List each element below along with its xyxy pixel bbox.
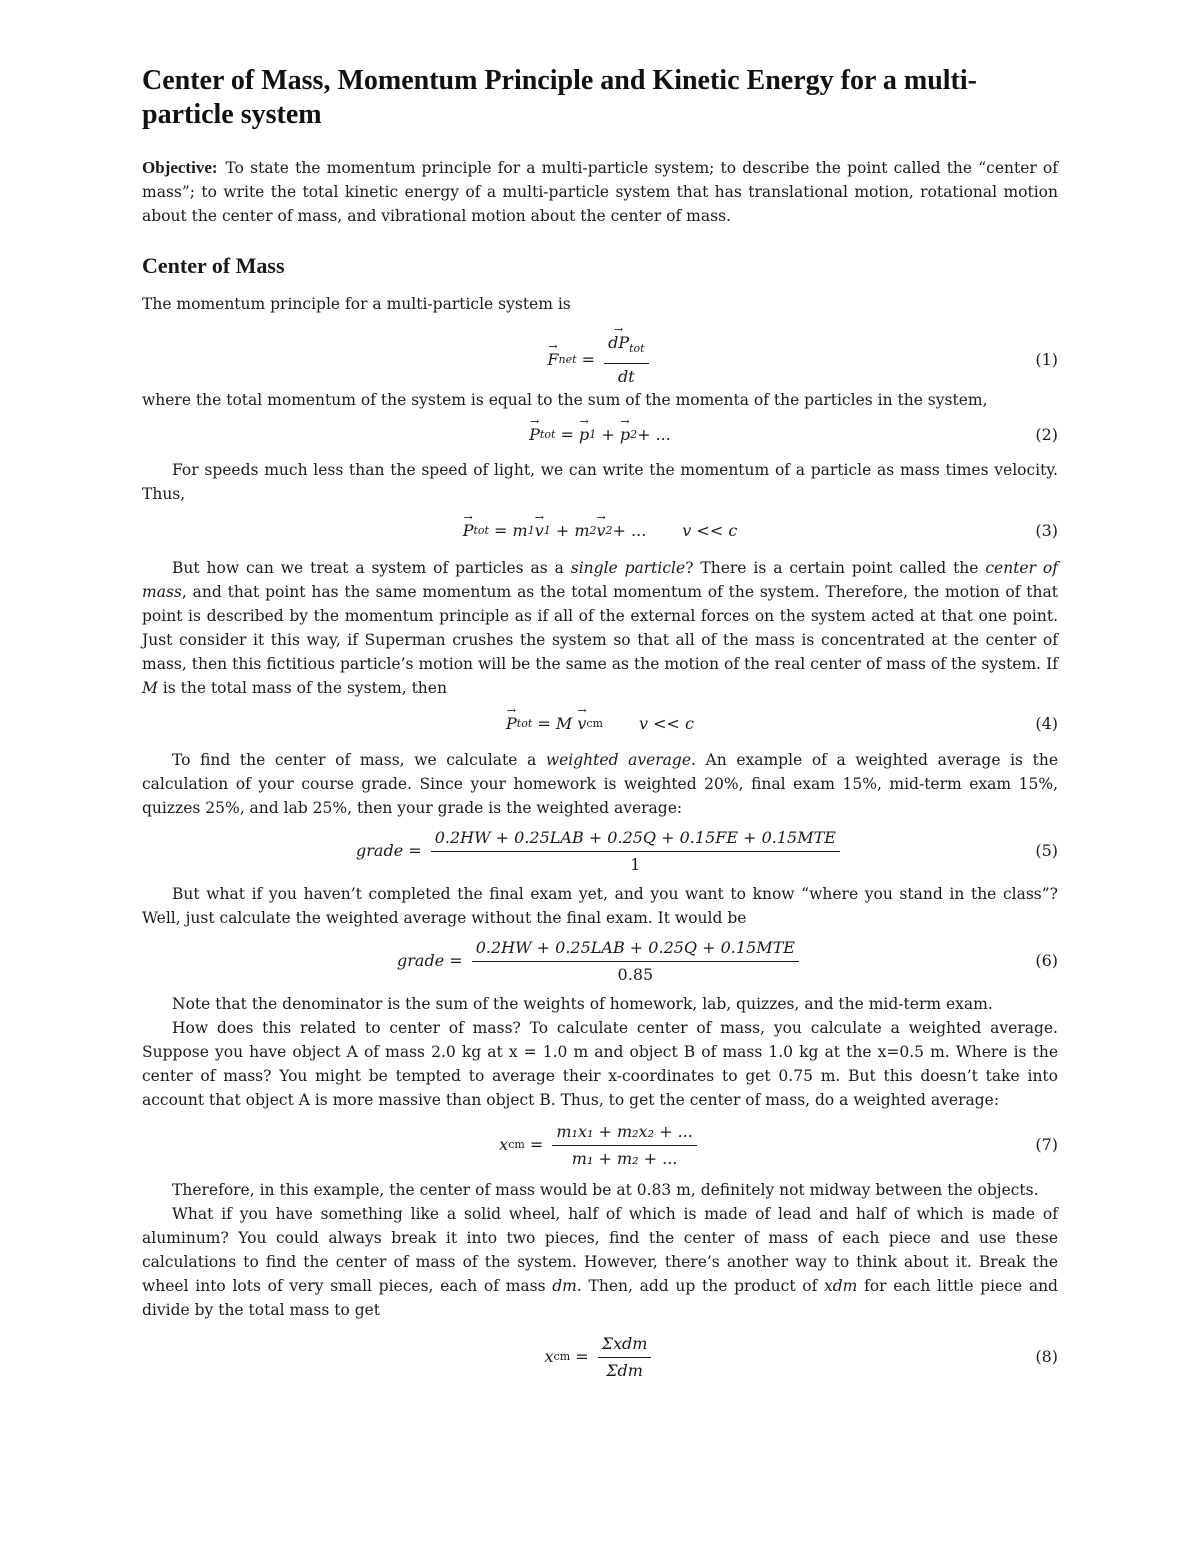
eq1-denominator: dt (618, 366, 635, 386)
p4-emphasis-single-particle: single particle (570, 559, 686, 577)
eq5-fraction (431, 827, 840, 876)
eq3-m2: m (574, 521, 590, 540)
eq2-tail: + ... (637, 425, 671, 444)
eq3-condition: v << c (682, 521, 738, 540)
p5-text-a: To find the center of mass, we calculate a (172, 751, 546, 769)
paragraph-two-objects-example: How does this related to center of mass? To calculate center of mass, you calculate a weighted average. Suppose you have object A of mass 2.0 kg at x = 1.0 m and object B of mass 1.0 kg at the x=0.5 m. Where is the center of mass? You might be tempted to average their x-coordinates to get 0.75 m. But this doesn’t take into account that object A is more massive than object B. Thus, to get the center of mass, do a weighted average: (142, 1019, 1058, 1109)
eq1-lhs-sub: net (558, 353, 577, 366)
objective-label: Objective: (142, 158, 218, 177)
eq3-lhs: → P (463, 519, 474, 543)
eq2-lhs-sub: tot (539, 428, 556, 441)
eq4-mass: M (555, 714, 573, 733)
p4-text-e: , and that point has the same momentum as the total momentum of the system. Therefore, the motion of that point is described by the momentum principle as if all of the external forces on the system acted at that one point. Just consider it this way, if Superman crushes the system so that all of the mass is concentrated at the center of mass, then this fictitious particle’s motion will be the same as the motion of the real center of mass of the system. If (142, 583, 1058, 673)
eq5-lhs: grade (356, 841, 404, 860)
p10-symbol-dm: dm (552, 1277, 577, 1295)
eq8-lhs-sub: cm (553, 1350, 571, 1363)
equation-number-5: (5) (1035, 841, 1058, 860)
p4-text-g: is the total mass of the system, then (157, 679, 447, 697)
eq1-numerator-sub: tot (629, 342, 645, 356)
equation-number-2: (2) (1035, 425, 1058, 444)
eq1-fraction (604, 332, 648, 387)
p10-text-c: . Then, add up the product of (576, 1277, 825, 1295)
paragraph-solid-wheel (142, 1202, 1058, 1322)
document-title: Center of Mass, Momentum Principle and Kinetic Energy for a multi-particle system (142, 65, 977, 130)
equation-7: x cm = $\frac{\text{m₁x₁ + m₂x₂ + ...}}{\text{m₁ + m₂ + ...}}$ (7) (499, 1121, 1058, 1168)
p5-text-c: . An example of a weighted average is the calculation of your course grade. Since your homework is weighted 20%, final exam 15%, mid-term exam 15%, quizzes 25%, and lab 25%, then your grade is the weighted average: (142, 751, 1059, 817)
eq3-v2-sub: 2 (605, 524, 613, 537)
paragraph-weighted-average (142, 748, 1058, 820)
eq3-m1-sub: 1 (527, 524, 535, 537)
eq7-lhs: x (499, 1135, 509, 1154)
paragraph-total-momentum: where the total momentum of the system is equal to the sum of the momenta of the particles in the system, (142, 391, 988, 409)
eq6-numerator: 0.2HW + 0.25LAB + 0.25Q + 0.15MTE (472, 937, 799, 962)
equation-number-7: (7) (1035, 1135, 1058, 1154)
eq8-fraction (598, 1333, 652, 1382)
eq7-fraction (552, 1121, 696, 1170)
objective-text: To state the momentum principle for a multi-particle system; to describe the point called the “center of mass”; to write the total kinetic energy of a multi-particle system that has translational motion, rotational motion about the center of mass, and vibrational motion about the center of mass. (142, 159, 1058, 225)
eq6-denominator: 0.85 (617, 964, 654, 984)
p4-text-a: But how can we treat a system of particles as a (172, 559, 571, 577)
eq8-lhs: x (544, 1347, 554, 1366)
equation-number-4: (4) (1035, 714, 1058, 733)
document-page (142, 58, 1058, 1392)
p5-emphasis-weighted-average: weighted average (545, 751, 692, 769)
eq2-lhs: → P (529, 423, 540, 447)
eq3-m2-sub: 2 (589, 524, 597, 537)
eq4-v-sub: cm (586, 717, 603, 730)
eq5-numerator: 0.2HW + 0.25LAB + 0.25Q + 0.15FE + 0.15MTE (431, 827, 840, 852)
equation-6: grade = $\frac{\text{0.2HW + 0.25LAB + 0.25Q + 0.15MTE}}{0.85}$ (6) (397, 937, 1058, 984)
eq1-lhs: → F (547, 348, 558, 372)
equation-number-1: (1) (1035, 350, 1058, 369)
paragraph-intro: The momentum principle for a multi-particle system is (142, 295, 571, 313)
equation-1: → F net = → $\frac{dP_{tot}}{dt}$ (1) (142, 332, 1058, 388)
eq2-p1-sub: 1 (589, 428, 597, 441)
eq2-p1: → p (579, 423, 589, 447)
paragraph-center-of-mass-concept (142, 556, 1058, 700)
eq2-p2-sub: 2 (630, 428, 638, 441)
eq8-numerator: Σxdm (598, 1333, 652, 1358)
equation-3: → P tot = m 1 → v 1 + m 2 → v 2 + ... v << c (3) (142, 506, 1058, 556)
p4-text-c: ? There is a certain point called the (685, 559, 986, 577)
eq4-condition: v << c (638, 714, 694, 733)
equation-number-6: (6) (1035, 951, 1058, 970)
equation-number-8: (8) (1035, 1347, 1058, 1366)
eq3-v1-sub: 1 (543, 524, 551, 537)
eq3-tail: + ... (612, 521, 647, 540)
eq7-lhs-sub: cm (508, 1138, 525, 1151)
eq6-lhs: grade (397, 951, 445, 970)
p4-emphasis-center-of-mass: center of mass (142, 559, 1058, 601)
eq4-lhs: → P (506, 712, 517, 736)
eq4-lhs-sub: tot (516, 717, 533, 730)
equation-5: grade = $\frac{\text{0.2HW + 0.25LAB + 0.25Q + 0.15FE + 0.15MTE}}{1}$ (5) (356, 827, 1058, 874)
eq4-v: → v (577, 712, 586, 736)
eq8-denominator: Σdm (606, 1360, 643, 1380)
p10-text-e: for each little piece and divide by the total mass to get (142, 1277, 1058, 1319)
eq3-m1: m (512, 521, 528, 540)
p10-symbol-xdm: xdm (824, 1277, 858, 1295)
eq6-fraction (472, 937, 799, 986)
eq2-p2: → p (620, 423, 630, 447)
eq7-denominator: m₁ + m₂ + ... (571, 1148, 678, 1168)
eq7-numerator: m₁x₁ + m₂x₂ + ... (552, 1121, 696, 1146)
section-heading-center-of-mass: Center of Mass (142, 253, 285, 278)
eq1-numerator: → dP (608, 332, 629, 354)
paragraph-example-result: Therefore, in this example, the center of mass would be at 0.83 m, definitely not midway between the objects. (172, 1181, 1039, 1199)
objective-paragraph (142, 156, 1058, 228)
eq5-denominator: 1 (630, 854, 641, 874)
equation-4: → P tot = M → v cm v << c (4) (142, 700, 1058, 748)
eq3-lhs-sub: tot (473, 524, 489, 537)
equation-2: → P tot = → p 1 + → p 2 + ... (2) (142, 412, 1058, 458)
paragraph-denominator-note: Note that the denominator is the sum of the weights of homework, lab, quizzes, and the mid-term exam. (172, 995, 993, 1013)
paragraph-low-speed: For speeds much less than the speed of light, we can write the momentum of a particle as mass times velocity. Thus, (142, 461, 1058, 503)
p10-text-a: What if you have something like a solid wheel, half of which is made of lead and half of which is made of aluminum? You could always break it into two pieces, find the center of mass of each piece and use these calculations to find the center of mass of the system. However, there’s another way to think about it. Break the wheel into lots of very small pieces, each of mass (142, 1205, 1058, 1295)
paragraph-without-final: But what if you haven’t completed the final exam yet, and you want to know “where you stand in the class”? Well, just calculate the weighted average without the final exam. It would be (142, 885, 1058, 927)
eq3-v2: → v (597, 519, 606, 543)
equation-number-3: (3) (1035, 521, 1058, 540)
equation-8: x cm = $\frac{\text{Σxdm}}{\text{Σdm}}$ (8) (544, 1333, 1058, 1380)
eq3-v1: → v (535, 519, 544, 543)
p4-symbol-m: M (142, 679, 158, 697)
